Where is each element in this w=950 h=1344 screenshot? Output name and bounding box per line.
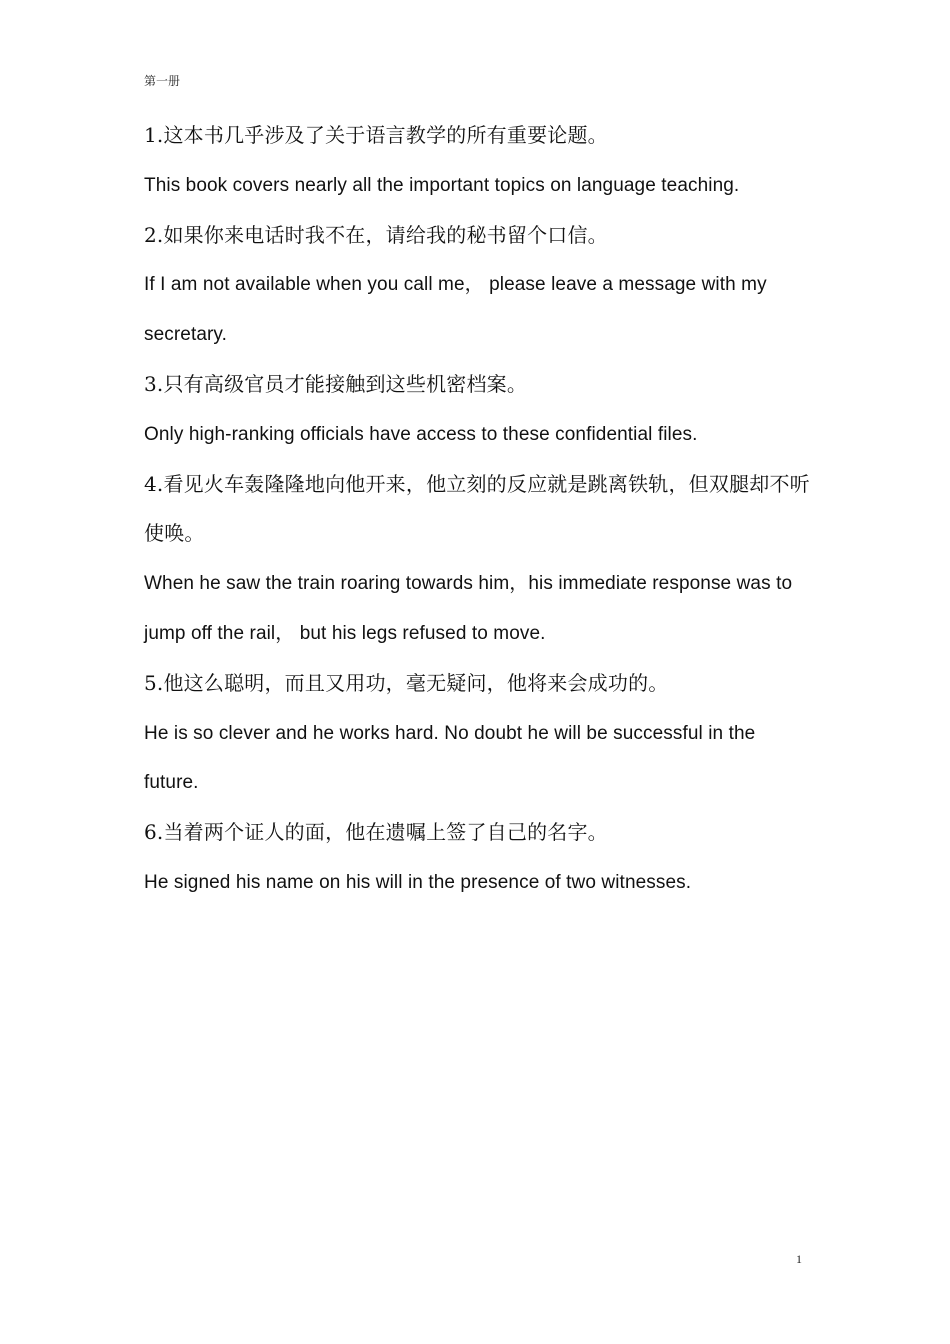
english-translation: He signed his name on his will in the presence of two witnesses. — [144, 871, 692, 893]
chinese-sentence: 1.这本书几乎涉及了关于语言教学的所有重要论题。 — [144, 123, 608, 147]
chinese-sentence: 4.看见火车轰隆隆地向他开来，他立刻的反应就是跳离铁轨，但双腿却不听使唤。 — [144, 471, 810, 546]
list-item — [144, 360, 812, 460]
english-translation: He is so clever and he works hard. No doubt he will be successful in the future. — [144, 722, 756, 794]
document-body — [144, 111, 812, 908]
english-translation: When he saw the train roaring towards him，his immediate response was to jump off the rail， but his legs refused to move. — [144, 573, 793, 644]
list-item — [144, 111, 812, 211]
english-translation: Only high-ranking officials have access to these confidential files. — [144, 423, 698, 445]
list-item — [144, 808, 812, 908]
page-number: 1 — [796, 1252, 802, 1266]
list-item — [144, 460, 812, 659]
chinese-sentence: 3.只有高级官员才能接触到这些机密档案。 — [144, 371, 528, 396]
list-item — [144, 211, 812, 360]
list-item — [144, 659, 812, 808]
english-translation: If I am not available when you call me， please leave a message with my secretary. — [144, 274, 767, 346]
page-header: 第一册 — [144, 74, 181, 88]
chinese-sentence: 6.当着两个证人的面，他在遗嘱上签了自己的名字。 — [144, 820, 608, 845]
english-translation: This book covers nearly all the important topics on language teaching. — [144, 174, 740, 196]
chinese-sentence: 5.他这么聪明，而且又用功，毫无疑问，他将来会成功的。 — [144, 670, 669, 695]
chinese-sentence: 2.如果你来电话时我不在，请给我的秘书留个口信。 — [144, 222, 608, 247]
